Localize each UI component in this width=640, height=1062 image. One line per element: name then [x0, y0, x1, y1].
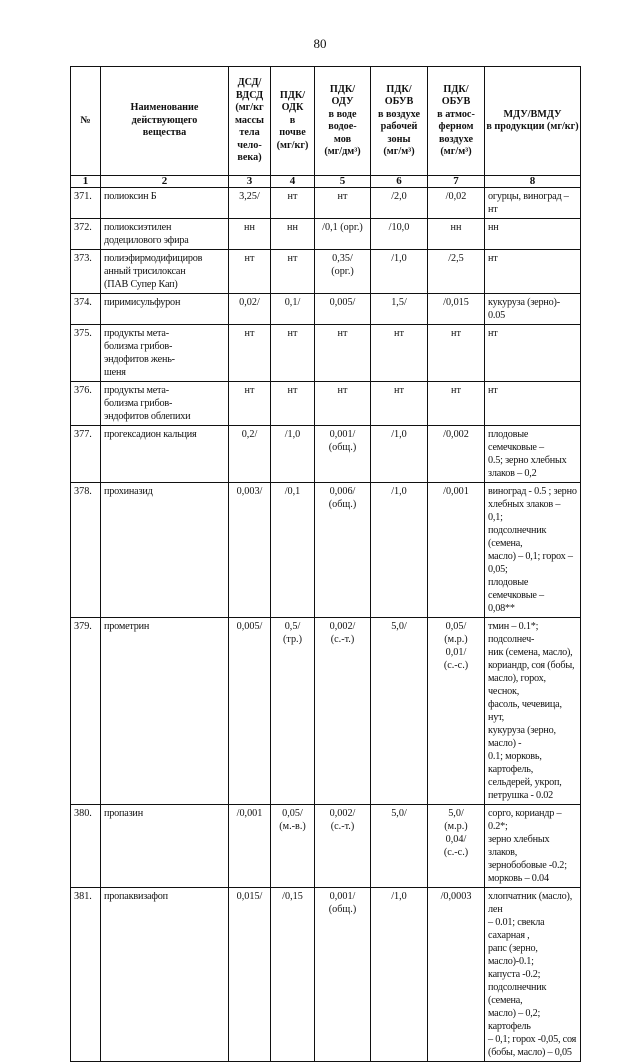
water-value-line: 0,002/	[329, 808, 356, 819]
column-number: 1	[71, 176, 101, 188]
atm-air-value-line: /2,5	[448, 253, 464, 264]
substance-name	[101, 426, 229, 483]
column-number: 2	[101, 176, 229, 188]
column-number: 4	[271, 176, 315, 188]
substance-name-line: пиримисульфурон	[104, 297, 181, 308]
table-row	[71, 805, 581, 888]
header-line: водое-	[328, 121, 357, 132]
soil-value	[271, 888, 315, 1062]
substance-name-line: прохиназид	[104, 486, 153, 497]
mdu-value-line: плодовые семечковые –	[488, 577, 544, 601]
header-num: №	[71, 67, 101, 176]
soil-value-line: нн	[287, 222, 298, 233]
soil-value	[271, 483, 315, 618]
soil-value-line: 0,05/	[282, 808, 303, 819]
water-value-line: 0,002/	[329, 621, 356, 632]
atm-air-value	[428, 188, 485, 219]
mdu-value-line: зерно хлебных злаков,	[488, 834, 550, 858]
row-number: 379.	[71, 618, 101, 805]
page-number: 80	[313, 36, 327, 51]
substance-name	[101, 483, 229, 618]
dsd-value	[229, 426, 271, 483]
table-row	[71, 382, 581, 426]
water-value	[315, 805, 371, 888]
soil-value	[271, 426, 315, 483]
water-value-line: /0,1 (орг.)	[322, 222, 363, 233]
soil-value-line: /1,0	[284, 429, 301, 440]
water-value	[315, 382, 371, 426]
header-name	[101, 67, 229, 176]
substance-name-line: полиоксиэтилен	[104, 222, 172, 233]
header-line: ОДУ	[331, 96, 354, 107]
mdu-value-line: масло) – 0,2; картофель	[488, 1008, 541, 1032]
header-line: МДУ/ВМДУ	[503, 108, 562, 120]
header-pdk-water	[315, 67, 371, 176]
header-line: ПДК/	[329, 83, 356, 95]
atm-air-value	[428, 483, 485, 618]
atm-air-value-line: 0,01/	[445, 647, 467, 658]
mdu-value	[485, 294, 581, 325]
water-value	[315, 618, 371, 805]
mdu-value	[485, 188, 581, 219]
water-value-line: (общ.)	[328, 442, 357, 453]
work-air-value-line: /1,0	[391, 891, 407, 902]
dsd-value-line: 0,005/	[236, 621, 263, 632]
substance-name	[101, 219, 229, 250]
substance-name-line: продукты мета-	[104, 328, 169, 339]
work-air-value-line: 1,5/	[391, 297, 407, 308]
row-number: 378.	[71, 483, 101, 618]
header-line: ПДК/	[443, 83, 469, 95]
column-number: 7	[428, 176, 485, 188]
work-air-value	[371, 426, 428, 483]
water-value	[315, 888, 371, 1062]
substance-name-line: продукты мета-	[104, 385, 169, 396]
mdu-value-line: тмин – 0.1*; подсолнеч-	[488, 621, 539, 645]
header-row	[71, 67, 581, 176]
water-value-line: (с.-т.)	[330, 634, 355, 645]
work-air-value	[371, 805, 428, 888]
water-value-line: (общ.)	[328, 499, 357, 510]
substance-name-line: пропаквизафоп	[104, 891, 168, 902]
row-number: 375.	[71, 325, 101, 382]
atm-air-value	[428, 325, 485, 382]
dsd-value	[229, 618, 271, 805]
dsd-value	[229, 219, 271, 250]
header-line: века)	[237, 152, 262, 164]
water-value	[315, 294, 371, 325]
work-air-value-line: нт	[394, 385, 404, 396]
substance-name-line: полиэфирмодифициров	[104, 253, 203, 264]
atm-air-value-line: (с.-с.)	[443, 660, 469, 671]
soil-value-line: нт	[287, 253, 298, 264]
substance-name-line: прогексадион кальция	[104, 429, 197, 440]
mdu-value-line: нт	[488, 253, 498, 264]
header-line: ПДК/	[386, 83, 412, 95]
row-number: 373.	[71, 250, 101, 294]
dsd-value	[229, 483, 271, 618]
substance-name-line: пропазин	[104, 808, 143, 819]
mdu-value	[485, 382, 581, 426]
substance-name-line: полиоксин Б	[104, 191, 157, 202]
table-row	[71, 325, 581, 382]
header-pdk-atm-air	[428, 67, 485, 176]
header-line: ферном	[438, 121, 474, 132]
water-value-line: 0,006/	[329, 486, 356, 497]
dsd-value	[229, 325, 271, 382]
soil-value	[271, 294, 315, 325]
substance-name	[101, 382, 229, 426]
water-value	[315, 219, 371, 250]
mdu-value-line: хлебных злаков – 0,1;	[488, 499, 561, 523]
water-value-line: 0,001/	[329, 429, 356, 440]
header-pdk-work-air	[371, 67, 428, 176]
header-line: ДСД/	[237, 77, 262, 89]
work-air-value	[371, 188, 428, 219]
mdu-value-line: морковь – 0.04	[488, 873, 549, 884]
mdu-value-line: нн	[488, 222, 499, 233]
substance-name-line: анный трисилоксан	[104, 266, 186, 277]
header-line: ОДК	[281, 102, 304, 114]
header-line: почве	[279, 127, 306, 139]
header-line: вещества	[142, 127, 187, 139]
mdu-value	[485, 483, 581, 618]
mdu-value	[485, 325, 581, 382]
dsd-value-line: 0,02/	[239, 297, 260, 308]
header-line: зоны	[387, 133, 411, 145]
soil-value	[271, 325, 315, 382]
header-line: в атмос-	[437, 108, 475, 120]
mdu-value-line: плодовые семечковые –	[488, 429, 544, 453]
mdu-value-line: 0.5; зерно хлебных	[488, 455, 567, 466]
header-line: в	[289, 114, 296, 126]
water-value	[315, 426, 371, 483]
water-value	[315, 188, 371, 219]
atm-air-value-line: (м.р.)	[444, 634, 468, 645]
water-value	[315, 250, 371, 294]
atm-air-value	[428, 382, 485, 426]
soil-value-line: 0,5/	[284, 621, 301, 632]
header-dsd	[229, 67, 271, 176]
header-line: (мг/м³)	[440, 146, 472, 157]
water-value-line: нт	[337, 191, 348, 202]
atm-air-value-line: (с.-с.)	[443, 847, 469, 858]
header-line: (мг/кг	[235, 102, 264, 114]
substance-name-line: шеня	[104, 367, 126, 378]
substance-name-line: болизма грибов-	[104, 341, 173, 352]
substance-name-line: додецилового эфира	[104, 235, 189, 246]
soil-value	[271, 805, 315, 888]
dsd-value	[229, 250, 271, 294]
header-line: в воде	[328, 108, 357, 120]
work-air-value-line: 5,0/	[391, 808, 407, 819]
work-air-value-line: /10,0	[388, 222, 410, 233]
mdu-value-line: злаков – 0,2	[488, 468, 537, 479]
header-line: рабочей	[380, 121, 418, 132]
row-number: 376.	[71, 382, 101, 426]
dsd-value	[229, 805, 271, 888]
substance-name	[101, 618, 229, 805]
mdu-value-line: подсолнечник (семена,	[488, 982, 547, 1006]
dsd-value-line: нт	[244, 385, 255, 396]
atm-air-value	[428, 219, 485, 250]
column-number: 8	[485, 176, 581, 188]
mdu-value-line: зернобобовые -0.2;	[488, 860, 567, 871]
header-line: (мг/кг)	[276, 139, 309, 151]
header-pdk-soil	[271, 67, 315, 176]
mdu-value	[485, 250, 581, 294]
atm-air-value-line: нн	[450, 222, 462, 233]
dsd-value-line: нт	[244, 253, 255, 264]
dsd-value-line: /0,001	[236, 808, 263, 819]
water-value-line: 0,35/	[332, 253, 353, 264]
work-air-value	[371, 888, 428, 1062]
dsd-value-line: 0,015/	[236, 891, 263, 902]
soil-value-line: (м.-в.)	[279, 821, 306, 832]
atm-air-value	[428, 805, 485, 888]
work-air-value-line: нт	[394, 328, 404, 339]
work-air-value	[371, 250, 428, 294]
atm-air-value-line: /0,0003	[440, 891, 472, 902]
atm-air-value-line: /0,002	[443, 429, 469, 440]
mdu-value-line: 0.1; морковь, картофель,	[488, 751, 542, 775]
dsd-value-line: 3,25/	[239, 191, 260, 202]
column-number: 5	[315, 176, 371, 188]
water-value-line: 0,005/	[329, 297, 356, 308]
header-line: тела	[239, 127, 260, 139]
soil-value-line: (тр.)	[282, 634, 302, 645]
atm-air-value-line: /0,02	[445, 191, 467, 202]
substance-name-line: эндофитов жень-	[104, 354, 175, 365]
soil-value	[271, 250, 315, 294]
column-number: 6	[371, 176, 428, 188]
atm-air-value-line: (м.р.)	[444, 821, 468, 832]
work-air-value	[371, 325, 428, 382]
atm-air-value	[428, 294, 485, 325]
soil-value	[271, 188, 315, 219]
header-line: (мг/дм³)	[324, 146, 361, 157]
dsd-value	[229, 382, 271, 426]
dsd-value	[229, 188, 271, 219]
water-value-line: (с.-т.)	[330, 821, 355, 832]
dsd-value-line: 0,003/	[236, 486, 263, 497]
work-air-value	[371, 294, 428, 325]
mdu-value	[485, 618, 581, 805]
water-value-line: 0,001/	[329, 891, 356, 902]
mdu-value-line: фасоль, чечевица, нут,	[488, 699, 562, 723]
mdu-value-line: 0,08**	[488, 603, 515, 614]
atm-air-value	[428, 618, 485, 805]
substance-name-line: (ПАВ Супер Кап)	[104, 279, 178, 290]
header-line: Наименование	[130, 102, 199, 114]
header-line: воздухе	[438, 133, 474, 145]
soil-value	[271, 618, 315, 805]
row-number: 380.	[71, 805, 101, 888]
soil-value-line: 0,1/	[284, 297, 301, 308]
mdu-value-line: капуста -0.2;	[488, 969, 541, 980]
mdu-value-line: рапс (зерно, масло)-0.1;	[488, 943, 538, 967]
mdu-value-line: кукуруза (зерно, масло) -	[488, 725, 556, 749]
dsd-value-line: нн	[244, 222, 255, 233]
atm-air-value-line: 0,05/	[445, 621, 467, 632]
work-air-value	[371, 219, 428, 250]
atm-air-value	[428, 426, 485, 483]
soil-value-line: /0,1	[284, 486, 301, 497]
header-line: ОБУВ	[441, 96, 471, 107]
atm-air-value	[428, 250, 485, 294]
water-value-line: (орг.)	[331, 266, 354, 277]
atm-air-value-line: 0,04/	[445, 834, 467, 845]
mdu-value-line: – 0,1; горох -0,05, соя	[488, 1034, 577, 1045]
substance-name	[101, 325, 229, 382]
mdu-value-line: хлопчатник (масло), лен	[488, 891, 573, 915]
table-row	[71, 219, 581, 250]
row-number: 372.	[71, 219, 101, 250]
mdu-value-line: (бобы, масло) – 0,05	[488, 1047, 572, 1058]
soil-value-line: нт	[287, 328, 298, 339]
table-row	[71, 188, 581, 219]
mdu-value-line: масло) – 0,1; горох – 0,05;	[488, 551, 573, 575]
row-number: 377.	[71, 426, 101, 483]
substance-name	[101, 888, 229, 1062]
column-numbers-row	[71, 176, 581, 188]
mdu-value-line: сельдерей, укроп,	[488, 777, 562, 788]
mdu-value	[485, 805, 581, 888]
header-line: ОБУВ	[384, 96, 414, 107]
table-row	[71, 294, 581, 325]
table-row	[71, 483, 581, 618]
substance-name	[101, 188, 229, 219]
mdu-value-line: кориандр, соя (бобы,	[488, 660, 575, 671]
atm-air-value-line: нт	[451, 385, 461, 396]
mdu-value-line: кукуруза (зерно)- 0.05	[488, 297, 560, 321]
header-line: мов	[333, 133, 352, 145]
work-air-value-line: /1,0	[391, 429, 407, 440]
water-value	[315, 325, 371, 382]
header-line: массы	[235, 114, 264, 126]
water-value	[315, 483, 371, 618]
row-number: 371.	[71, 188, 101, 219]
row-number: 374.	[71, 294, 101, 325]
table-row	[71, 888, 581, 1062]
table-body	[71, 188, 581, 1062]
atm-air-value-line: /0,001	[443, 486, 469, 497]
substance-name-line: эндофитов облепихи	[104, 411, 191, 422]
mdu-value-line: нт	[488, 385, 498, 396]
header-line: в продукции (мг/кг)	[486, 121, 579, 132]
header-line: чело-	[237, 139, 262, 151]
atm-air-value-line: нт	[451, 328, 461, 339]
regulations-table	[70, 66, 581, 1062]
header-line: ПДК/	[279, 89, 306, 101]
soil-value	[271, 382, 315, 426]
atm-air-value-line: 5,0/	[448, 808, 464, 819]
substance-name	[101, 250, 229, 294]
work-air-value	[371, 382, 428, 426]
table-row	[71, 250, 581, 294]
row-number: 381.	[71, 888, 101, 1062]
mdu-value	[485, 888, 581, 1062]
mdu-value-line: ник (семена, масло),	[488, 647, 573, 658]
header-line: действующего	[131, 114, 198, 126]
mdu-value-line: сорго, кориандр – 0.2*;	[488, 808, 562, 832]
soil-value-line: нт	[287, 191, 298, 202]
work-air-value-line: /1,0	[391, 253, 407, 264]
atm-air-value-line: /0,015	[443, 297, 469, 308]
mdu-value-line: – 0.01; свекла сахарная ,	[488, 917, 545, 941]
water-value-line: нт	[337, 385, 348, 396]
column-number: 3	[229, 176, 271, 188]
mdu-value-line: масло), горох, чеснок,	[488, 673, 546, 697]
mdu-value-line: петрушка - 0.02	[488, 790, 554, 801]
dsd-value-line: нт	[244, 328, 255, 339]
header-line: ВДСД	[235, 89, 264, 101]
header-line: в воздухе	[377, 108, 421, 120]
work-air-value-line: /1,0	[391, 486, 407, 497]
dsd-value-line: 0,2/	[241, 429, 258, 440]
work-air-value	[371, 483, 428, 618]
mdu-value	[485, 426, 581, 483]
soil-value	[271, 219, 315, 250]
soil-value-line: нт	[287, 385, 298, 396]
mdu-value-line: огурцы, виноград – нт	[488, 191, 569, 215]
mdu-value-line: виноград - 0.5 ; зерно	[488, 486, 577, 497]
substance-name-line: прометрин	[104, 621, 150, 632]
water-value-line: (общ.)	[328, 904, 357, 915]
header-mdu	[485, 67, 581, 176]
mdu-value	[485, 219, 581, 250]
table-row	[71, 426, 581, 483]
work-air-value-line: /2,0	[391, 191, 407, 202]
substance-name-line: болизма грибов-	[104, 398, 173, 409]
atm-air-value	[428, 888, 485, 1062]
dsd-value	[229, 294, 271, 325]
table-row	[71, 618, 581, 805]
mdu-value-line: подсолнечник (семена,	[488, 525, 547, 549]
substance-name	[101, 805, 229, 888]
header-line: (мг/м³)	[383, 146, 415, 157]
mdu-value-line: нт	[488, 328, 498, 339]
substance-name	[101, 294, 229, 325]
soil-value-line: /0,15	[282, 891, 303, 902]
work-air-value	[371, 618, 428, 805]
dsd-value	[229, 888, 271, 1062]
water-value-line: нт	[337, 328, 348, 339]
work-air-value-line: 5,0/	[391, 621, 407, 632]
